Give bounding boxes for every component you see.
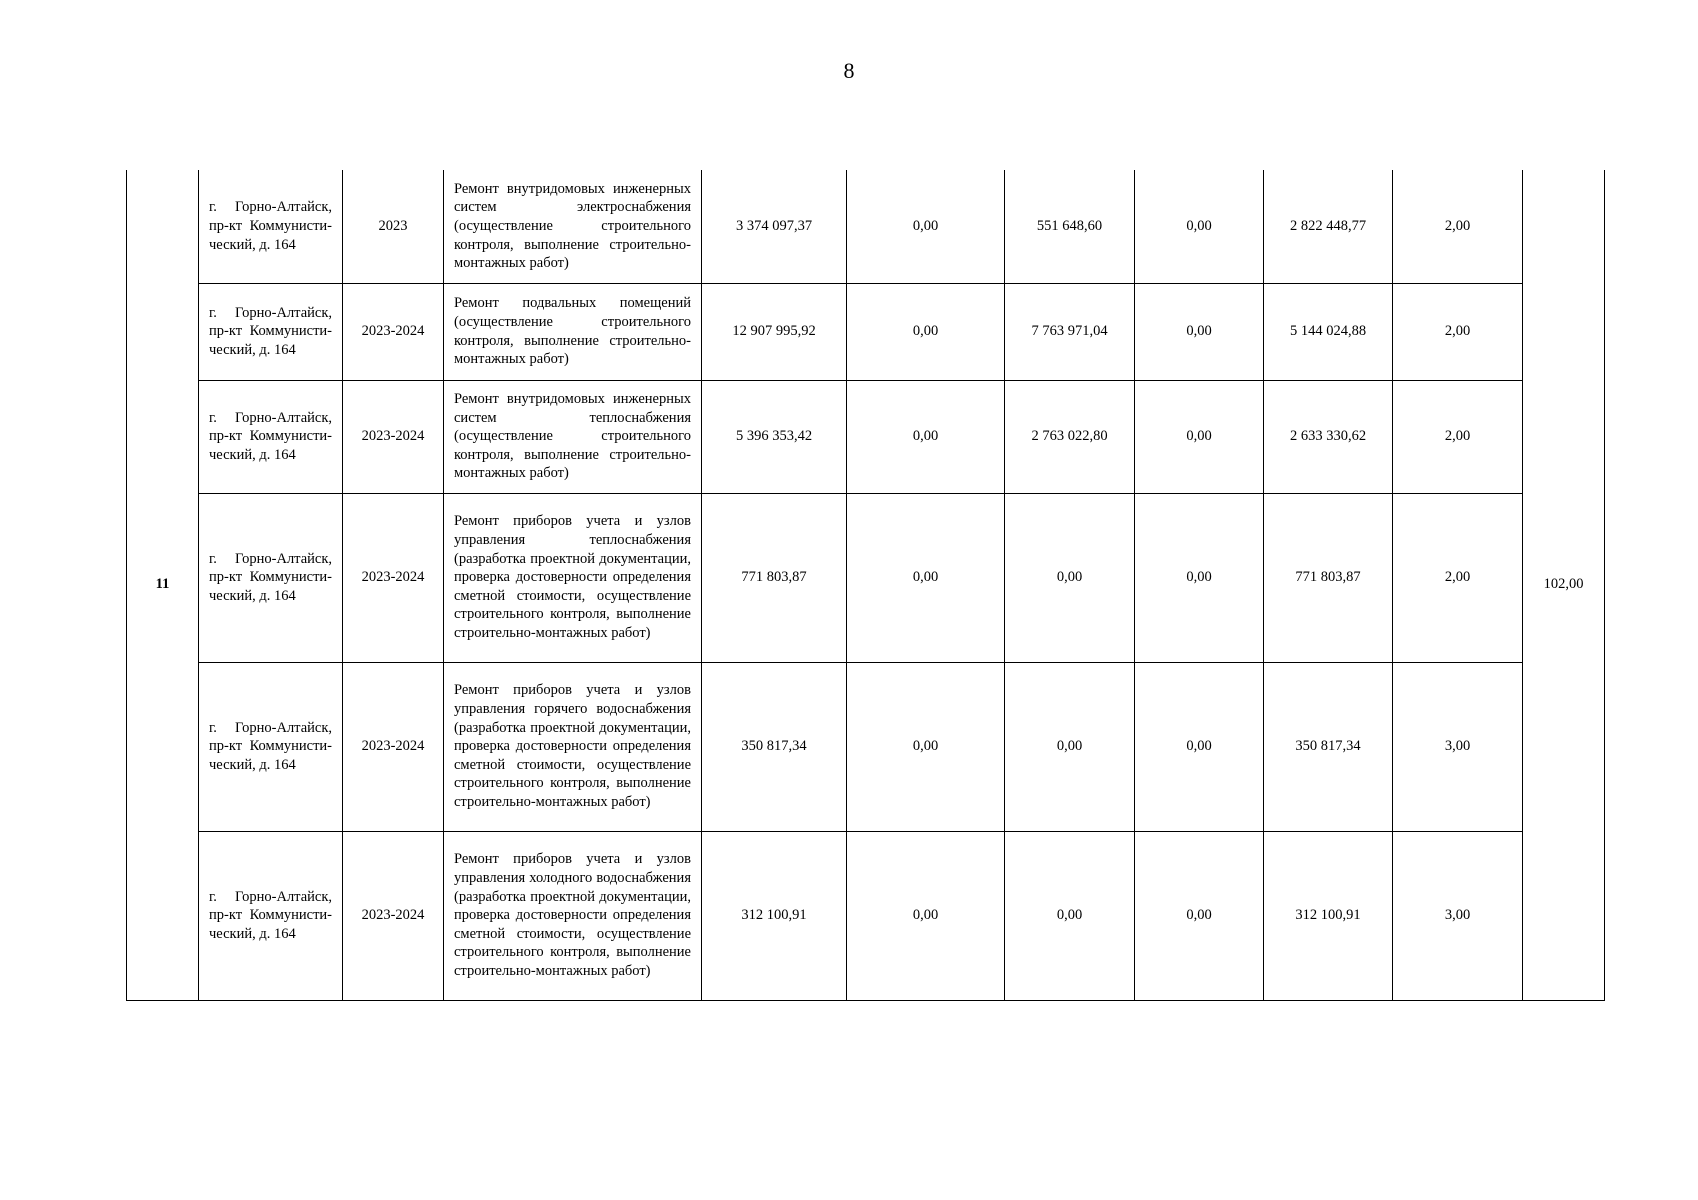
value-cell: 350 817,34 (1264, 662, 1393, 831)
address-cell: г. Горно-Алтайск, пр-кт Коммунисти-ческий, д. 164 (199, 283, 343, 380)
value-cell: 3,00 (1393, 831, 1523, 1000)
value-cell: 2,00 (1393, 170, 1523, 283)
value-cell: 2 822 448,77 (1264, 170, 1393, 283)
group-total: 102,00 (1523, 170, 1605, 1000)
value-cell: 551 648,60 (1005, 170, 1135, 283)
works-table (126, 170, 1605, 1001)
value-cell: 0,00 (847, 283, 1005, 380)
description-cell: Ремонт подвальных помещений (осуществление строительного контроля, выполнение строительно-монтажных работ) (444, 283, 702, 380)
group-number: 11 (127, 170, 199, 1000)
value-cell: 2,00 (1393, 493, 1523, 662)
address-cell: г. Горно-Алтайск, пр-кт Коммунисти-ческий, д. 164 (199, 831, 343, 1000)
value-cell: 0,00 (847, 831, 1005, 1000)
value-cell: 0,00 (847, 493, 1005, 662)
value-cell: 2 763 022,80 (1005, 380, 1135, 493)
period-cell: 2023-2024 (343, 380, 444, 493)
table-row (127, 283, 1605, 380)
period-cell: 2023-2024 (343, 831, 444, 1000)
value-cell: 0,00 (847, 380, 1005, 493)
value-cell: 2 633 330,62 (1264, 380, 1393, 493)
value-cell: 2,00 (1393, 283, 1523, 380)
address-cell: г. Горно-Алтайск, пр-кт Коммунисти-ческий, д. 164 (199, 170, 343, 283)
table-row (127, 493, 1605, 662)
cost-cell: 5 396 353,42 (702, 380, 847, 493)
description-cell: Ремонт приборов учета и узлов управления холодного водоснабжения (разработка проектной документации, проверка достоверности определения сметной стоимости, осуществление строительного контроля, выполнение строительно-монтажных работ) (444, 831, 702, 1000)
cost-cell: 350 817,34 (702, 662, 847, 831)
table-row (127, 831, 1605, 1000)
period-cell: 2023 (343, 170, 444, 283)
description-cell: Ремонт внутридомовых инженерных систем теплоснабжения (осуществление строительного контроля, выполнение строительно-монтажных работ) (444, 380, 702, 493)
table-row (127, 662, 1605, 831)
value-cell: 0,00 (1135, 283, 1264, 380)
description-cell: Ремонт приборов учета и узлов управления теплоснабжения (разработка проектной документации, проверка достоверности определения сметной стоимости, осуществление строительного контроля, выполнение строительно-монтажных работ) (444, 493, 702, 662)
value-cell: 0,00 (1135, 380, 1264, 493)
cost-cell: 312 100,91 (702, 831, 847, 1000)
cost-cell: 771 803,87 (702, 493, 847, 662)
value-cell: 2,00 (1393, 380, 1523, 493)
value-cell: 0,00 (1005, 662, 1135, 831)
address-cell: г. Горно-Алтайск, пр-кт Коммунисти-ческий, д. 164 (199, 493, 343, 662)
value-cell: 312 100,91 (1264, 831, 1393, 1000)
value-cell: 5 144 024,88 (1264, 283, 1393, 380)
value-cell: 0,00 (1135, 662, 1264, 831)
period-cell: 2023-2024 (343, 283, 444, 380)
description-cell: Ремонт внутридомовых инженерных систем электроснабжения (осуществление строительного контроля, выполнение строительно-монтажных работ) (444, 170, 702, 283)
address-cell: г. Горно-Алтайск, пр-кт Коммунисти-ческий, д. 164 (199, 662, 343, 831)
period-cell: 2023-2024 (343, 662, 444, 831)
description-cell: Ремонт приборов учета и узлов управления горячего водоснабжения (разработка проектной документации, проверка достоверности определения сметной стоимости, осуществление строительного контроля, выполнение строительно-монтажных работ) (444, 662, 702, 831)
cost-cell: 12 907 995,92 (702, 283, 847, 380)
value-cell: 0,00 (847, 170, 1005, 283)
value-cell: 0,00 (847, 662, 1005, 831)
address-cell: г. Горно-Алтайск, пр-кт Коммунисти-ческий, д. 164 (199, 380, 343, 493)
value-cell: 0,00 (1135, 831, 1264, 1000)
value-cell: 3,00 (1393, 662, 1523, 831)
period-cell: 2023-2024 (343, 493, 444, 662)
table-row (127, 380, 1605, 493)
value-cell: 7 763 971,04 (1005, 283, 1135, 380)
value-cell: 0,00 (1135, 170, 1264, 283)
value-cell: 771 803,87 (1264, 493, 1393, 662)
value-cell: 0,00 (1005, 831, 1135, 1000)
value-cell: 0,00 (1135, 493, 1264, 662)
cost-cell: 3 374 097,37 (702, 170, 847, 283)
page-number: 8 (843, 58, 855, 83)
value-cell: 0,00 (1005, 493, 1135, 662)
table-row (127, 170, 1605, 283)
